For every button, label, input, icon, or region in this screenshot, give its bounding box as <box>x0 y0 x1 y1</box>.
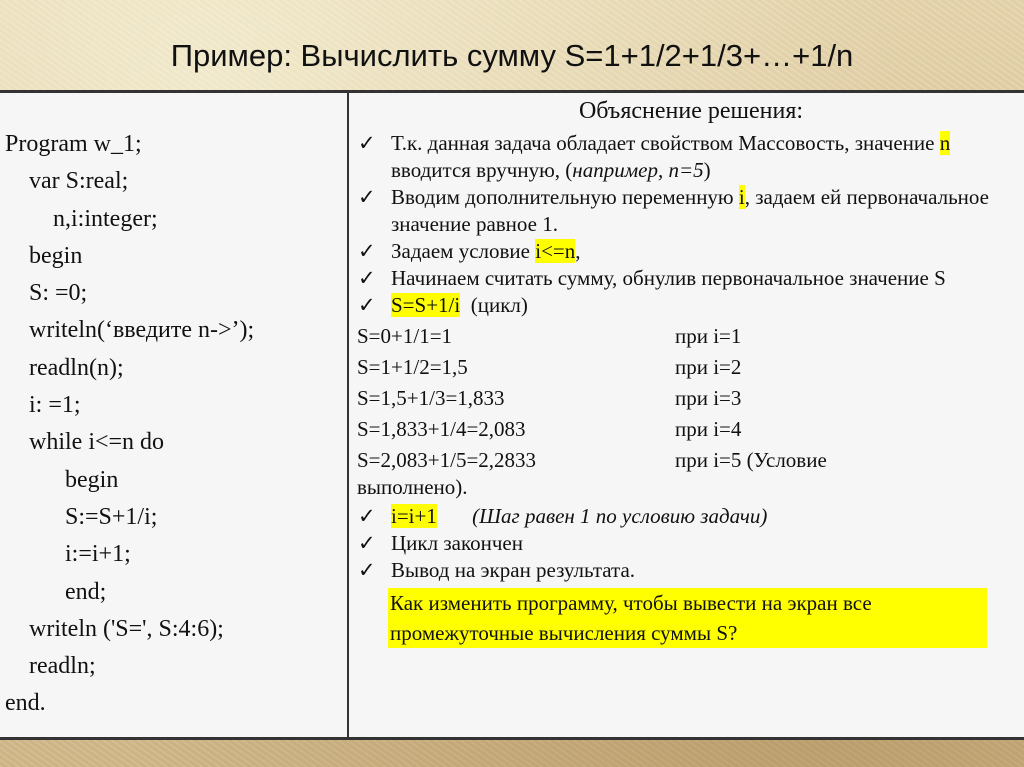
step-expression: S=2,083+1/5=2,2833 <box>357 448 537 472</box>
check-icon: ✓ <box>358 293 376 317</box>
check-icon: ✓ <box>358 239 376 263</box>
item-text: Задаем условие <box>391 239 536 263</box>
calculation-steps <box>355 321 1015 501</box>
step-condition: при i=3 <box>675 386 742 410</box>
step-expression: S=1+1/2=1,5 <box>357 355 468 379</box>
step-condition: при i=5 (Условие <box>675 448 827 472</box>
item-text: Начинаем считать сумму, обнулив первоначальное значение S <box>391 266 946 290</box>
question-box: Как изменить программу, чтобы вывести на экран все промежуточные вычисления суммы S? <box>388 588 987 648</box>
code-line: writeln(‘введите n->’); <box>5 317 255 344</box>
check-icon: ✓ <box>358 185 376 209</box>
check-icon: ✓ <box>358 504 376 528</box>
highlight-variable: n <box>939 131 951 155</box>
highlight-formula: S=S+1/i <box>391 293 461 317</box>
code-line: end; <box>5 578 107 605</box>
code-line: writeln ('S=', S:4:6); <box>5 615 224 642</box>
highlight-condition: i<=n <box>535 239 576 263</box>
code-line: begin <box>5 466 119 493</box>
code-line: var S:real; <box>5 168 129 195</box>
code-line: readln(n); <box>5 354 124 381</box>
step-expression: S=1,833+1/4=2,083 <box>357 417 526 441</box>
calculation-row <box>355 352 1015 383</box>
code-line: begin <box>5 242 83 269</box>
code-line: n,i:integer; <box>5 205 158 232</box>
explanation-heading: Объяснение решения: <box>578 98 804 124</box>
code-line: S:=S+1/i; <box>5 503 158 530</box>
code-line: S: =0; <box>5 280 88 307</box>
program-code <box>5 126 254 723</box>
calculation-row <box>355 414 1015 445</box>
step-expression: S=0+1/1=1 <box>357 324 453 348</box>
check-icon: ✓ <box>358 131 376 155</box>
step-expression: S=1,5+1/3=1,833 <box>357 386 505 410</box>
item-text: Вывод на экран результата. <box>391 558 636 582</box>
check-icon: ✓ <box>358 558 376 582</box>
calculation-row <box>355 445 1015 476</box>
code-line: i:=i+1; <box>5 541 131 568</box>
code-line: i: =1; <box>5 392 81 419</box>
check-icon: ✓ <box>358 531 376 555</box>
step-condition: при i=4 <box>675 417 742 441</box>
highlight-increment: i=i+1 <box>391 504 437 528</box>
check-icon: ✓ <box>358 266 376 290</box>
explanation-item <box>355 184 1015 238</box>
code-line: end. <box>5 690 46 717</box>
content-table <box>0 90 1024 740</box>
code-line: Program w_1; <box>5 131 142 157</box>
item-text: Цикл закончен <box>391 531 523 555</box>
explanation-item <box>355 292 1015 319</box>
item-text: ) <box>703 158 711 182</box>
calculation-row <box>355 321 1015 352</box>
item-text: (цикл) <box>460 293 528 317</box>
item-text: вводится вручную, ( <box>391 158 573 182</box>
column-divider <box>347 93 349 737</box>
slide-title: Пример: Вычислить сумму S=1+1/2+1/3+…+1/n <box>170 38 854 73</box>
explanation-item <box>355 503 1015 530</box>
item-text: , <box>575 239 581 263</box>
item-text: Вводим дополнительную переменную <box>391 185 739 209</box>
step-condition: при i=2 <box>675 355 742 379</box>
calculation-row <box>355 383 1015 414</box>
item-text: , задаем ей первоначальное значение равное 1. <box>391 185 989 236</box>
item-example: например, n=5 <box>572 158 704 182</box>
item-note: (Шаг равен 1 по условию задачи) <box>472 504 768 528</box>
explanation-column <box>355 93 1015 648</box>
explanation-item <box>355 530 1015 557</box>
step-condition: при i=1 <box>675 324 742 348</box>
explanation-item <box>355 130 1015 184</box>
explanation-item <box>355 238 1015 265</box>
code-line: readln; <box>5 653 96 680</box>
code-line: while i<=n do <box>5 429 165 456</box>
explanation-item <box>355 557 1015 584</box>
highlight-variable: i <box>738 185 745 209</box>
steps-tail: выполнено). <box>357 475 468 499</box>
item-text: Т.к. данная задача обладает свойством Массовость, значение <box>391 131 940 155</box>
explanation-item <box>355 265 1015 292</box>
